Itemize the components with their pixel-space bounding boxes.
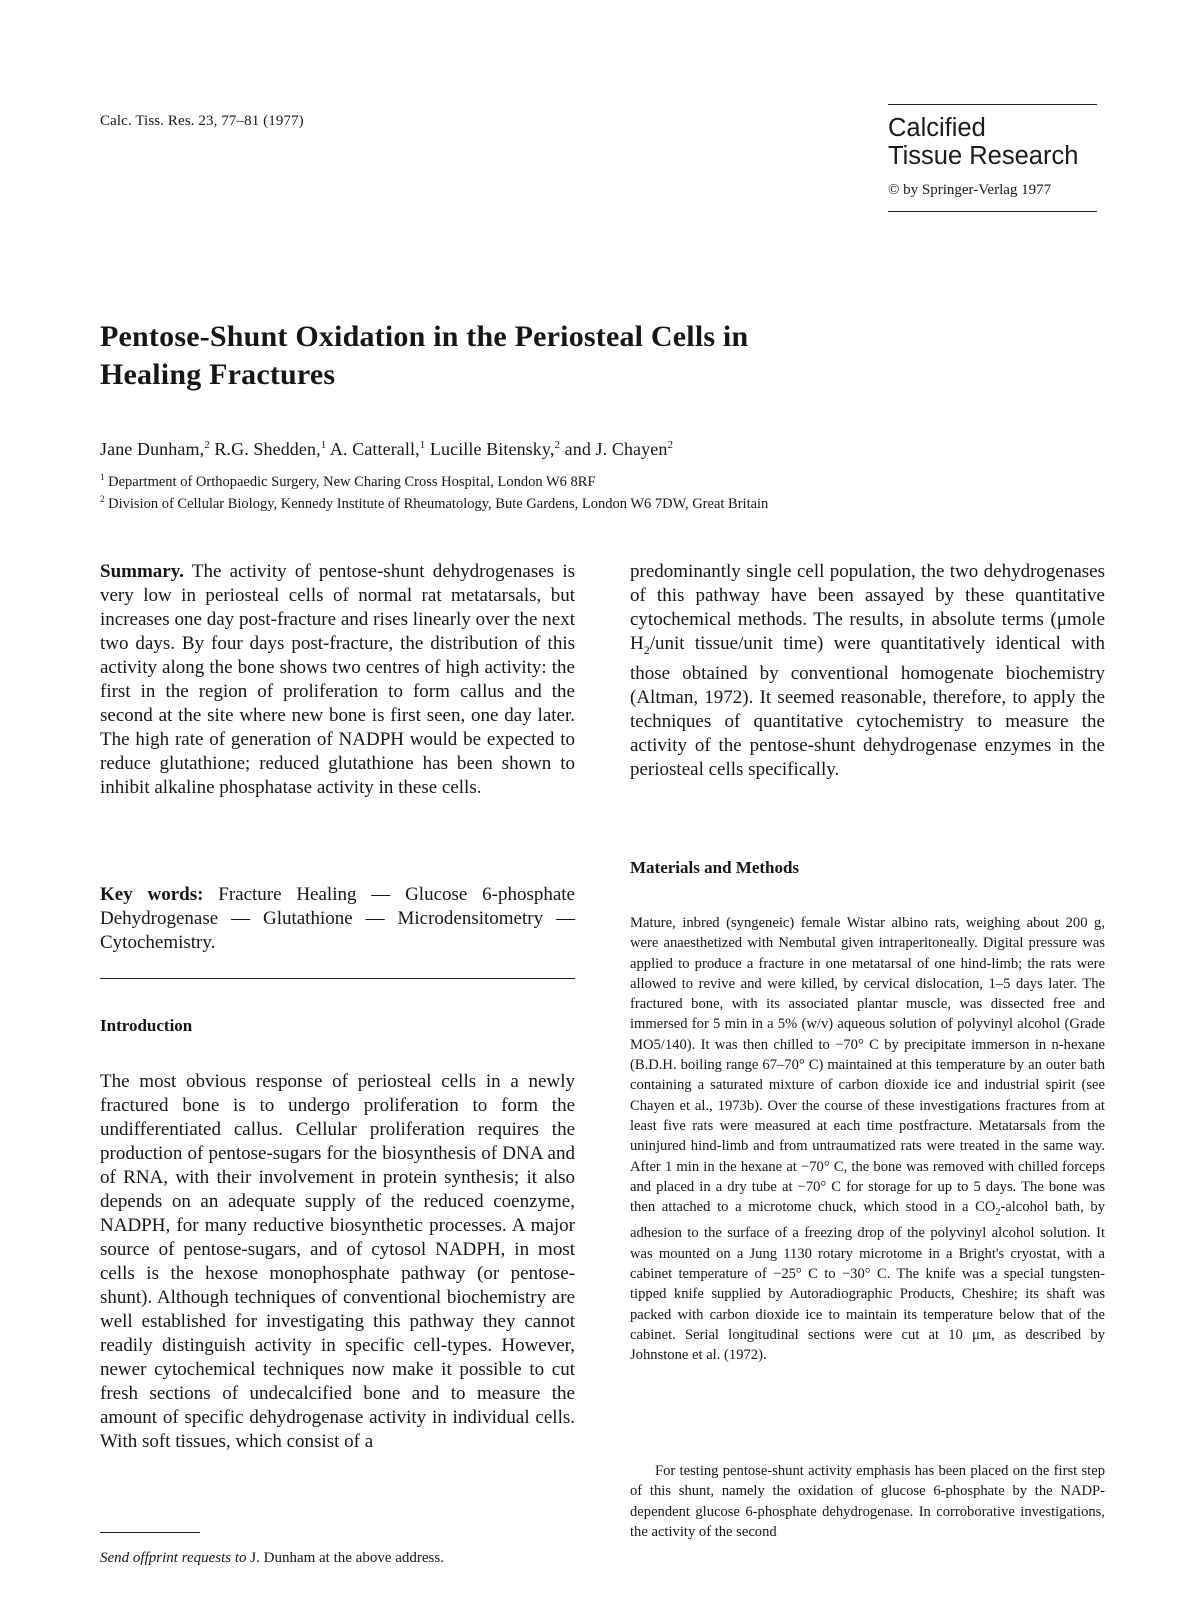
footnote-text: J. Dunham at the above address. (246, 1550, 444, 1566)
journal-masthead (888, 104, 1097, 212)
author-5-affil: 2 (667, 439, 674, 451)
intro-cont-text-a: predominantly single cell population, the two dehydrogenases of this pathway have been assayed by these quantitative cytochemical methods. The results, in absolute terms (μmole H (630, 561, 1105, 654)
introduction-paragraph: The most obvious response of periosteal cells in a newly fractured bone is to undergo proliferation to form the undifferentiated callus. Cellular proliferation requires the production of pentose-sugars for the biosynthesis of DNA and of RNA, with their involvement in protein synthesis; it also depends on an adequate supply of the reduced coenzyme, NADPH, for many reductive biosynthetic processes. A major source of pentose-sugars, and of cytosol NADPH, in most cells is the hexose monophosphate pathway (or pentose-shunt). Although techniques of conventional biochemistry are well established for investigating this pathway they cannot readily distinguish activity in specific cell-types. However, newer cytochemical techniques now make it possible to cut fresh sections of undecalcified bone and to measure the amount of specific dehydrogenase activity in individual cells. With soft tissues, which consist of a (100, 1071, 575, 1452)
author-2: R.G. Shedden, (209, 439, 321, 459)
author-2-affil: 1 (320, 439, 327, 451)
author-1-affil: 2 (204, 439, 210, 451)
author-1: Jane Dunham, (100, 439, 205, 459)
keywords-paragraph (100, 883, 575, 955)
journal-name (888, 114, 1097, 170)
methods-text-b: -alcohol bath, by adhesion to the surface of a freezing drop of the polyvinyl alcohol solution. It was mounted on a Jung 1130 rotary microtome in a Bright's cryostat, with a cabinet temperature of −25° C to −30° C. The knife was a special tungsten-tipped knife supplied by Autoradiographic Products, Cheshire; its shaft was packed with carbon dioxide ice to maintain its temperature below that of the cabinet. Serial longitudinal sections were cut at 10 μm, as described by Johnstone et al. (1972). (630, 1199, 1105, 1364)
abstract-divider (100, 978, 575, 979)
article-title (100, 318, 860, 394)
offprint-footnote (100, 1550, 444, 1567)
introduction-heading: Introduction (100, 1016, 193, 1035)
author-4-affil: 2 (554, 439, 561, 451)
author-3-affil: 1 (419, 439, 426, 451)
copyright-notice: © by Springer-Verlag 1977 (888, 182, 1052, 198)
author-3: A. Catterall, (326, 439, 420, 459)
introduction-continued (630, 560, 1105, 782)
author-5: and J. Chayen (560, 439, 668, 459)
methods-paragraph-1 (630, 913, 1105, 1365)
affiliation-2-number: 2 (100, 494, 105, 504)
title-line-2: Healing Fractures (100, 358, 336, 391)
intro-cont-subscript: 2 (643, 642, 650, 657)
summary-paragraph (100, 560, 575, 800)
affiliation-2 (100, 494, 768, 513)
footnote-rule (100, 1532, 200, 1533)
materials-methods-heading: Materials and Methods (630, 858, 800, 877)
author-4: Lucille Bitensky, (425, 439, 555, 459)
title-line-1: Pentose-Shunt Oxidation in the Periosteal Cells in (100, 320, 749, 353)
author-list (100, 439, 673, 460)
methods-paragraph-2: For testing pentose-shunt activity emphasis has been placed on the first step of this shunt, namely the oxidation of glucose 6-phosphate by the NADP-dependent glucose 6-phosphate dehydrogenase. In corroborative investigations, the activity of the second (630, 1463, 1105, 1540)
affiliation-1-number: 1 (100, 472, 105, 482)
keywords-text: Fracture Healing — Glucose 6-phosphate Dehydrogenase — Glutathione — Microdensitometry — Cytochemistry. (100, 884, 575, 953)
journal-name-line1: Calcified (888, 114, 986, 142)
journal-citation: Calc. Tiss. Res. 23, 77–81 (1977) (100, 113, 304, 129)
affiliation-1-text: Department of Orthopaedic Surgery, New Charing Cross Hospital, London W6 8RF (104, 473, 596, 490)
journal-name-line2: Tissue Research (888, 142, 1079, 170)
keywords-label: Key words: (100, 884, 204, 905)
intro-cont-text-b: /unit tissue/unit time) were quantitatively identical with those obtained by conventional homogenate biochemistry (Altman, 1972). It seemed reasonable, therefore, to apply the techniques of quantitative cytochemistry to measure the activity of the pentose-shunt dehydrogenase enzymes in the periosteal cells specifically. (630, 633, 1105, 780)
footnote-label: Send offprint requests to (100, 1550, 247, 1566)
summary-label: Summary. (100, 561, 184, 582)
summary-text: The activity of pentose-shunt dehydrogenases is very low in periosteal cells of normal rat metatarsals, but increases one day post-fracture and rises linearly over the next two days. By four days post-fracture, the distribution of this activity along the bone shows two centres of high activity: the first in the region of proliferation to form callus and the second at the site where new bone is first seen, one day later. The high rate of generation of NADPH would be expected to reduce glutathione; reduced glutathione has been shown to inhibit alkaline phosphatase activity in these cells. (100, 561, 575, 798)
methods-subscript: 2 (995, 1207, 1001, 1219)
methods-text-a: Mature, inbred (syngeneic) female Wistar albino rats, weighing about 200 g, were anaesthetized with Nembutal given intraperitoneally. Digital pressure was applied to produce a fracture in one metatarsal of one hind-limb; the rats were allowed to revive and were killed, by cervical dislocation, 1–5 days later. The fractured bone, with its associated plantar muscle, was dissected free and immersed for 5 min in a 5% (w/v) aqueous solution of polyvinyl alcohol (Grade MO5/140). It was then chilled to −70° C by precipitate immerson in n-hexane (B.D.H. boiling range 67–70° C) maintained at this temperature by an outer bath containing a saturated mixture of carbon dioxide ice and industrial spirit (see Chayen et al., 1973b). Over the course of these investigations fractures from at least five rats were measured at each time postfracture. Metatarsals from the uninjured hind-limb and from untraumatized rats were treated in the same way. After 1 min in the hexane at −70° C, the bone was removed with chilled forceps and placed in a dry tube at −70° C for storage for up to 5 days. The bone was then attached to a microtome chuck, which stood in a CO (630, 915, 1105, 1216)
masthead-top-rule (888, 104, 1097, 105)
affiliation-1 (100, 472, 596, 491)
masthead-bottom-rule (888, 211, 1097, 212)
affiliation-2-text: Division of Cellular Biology, Kennedy Institute of Rheumatology, Bute Gardens, London W6 7DW, Great Britain (104, 495, 769, 512)
